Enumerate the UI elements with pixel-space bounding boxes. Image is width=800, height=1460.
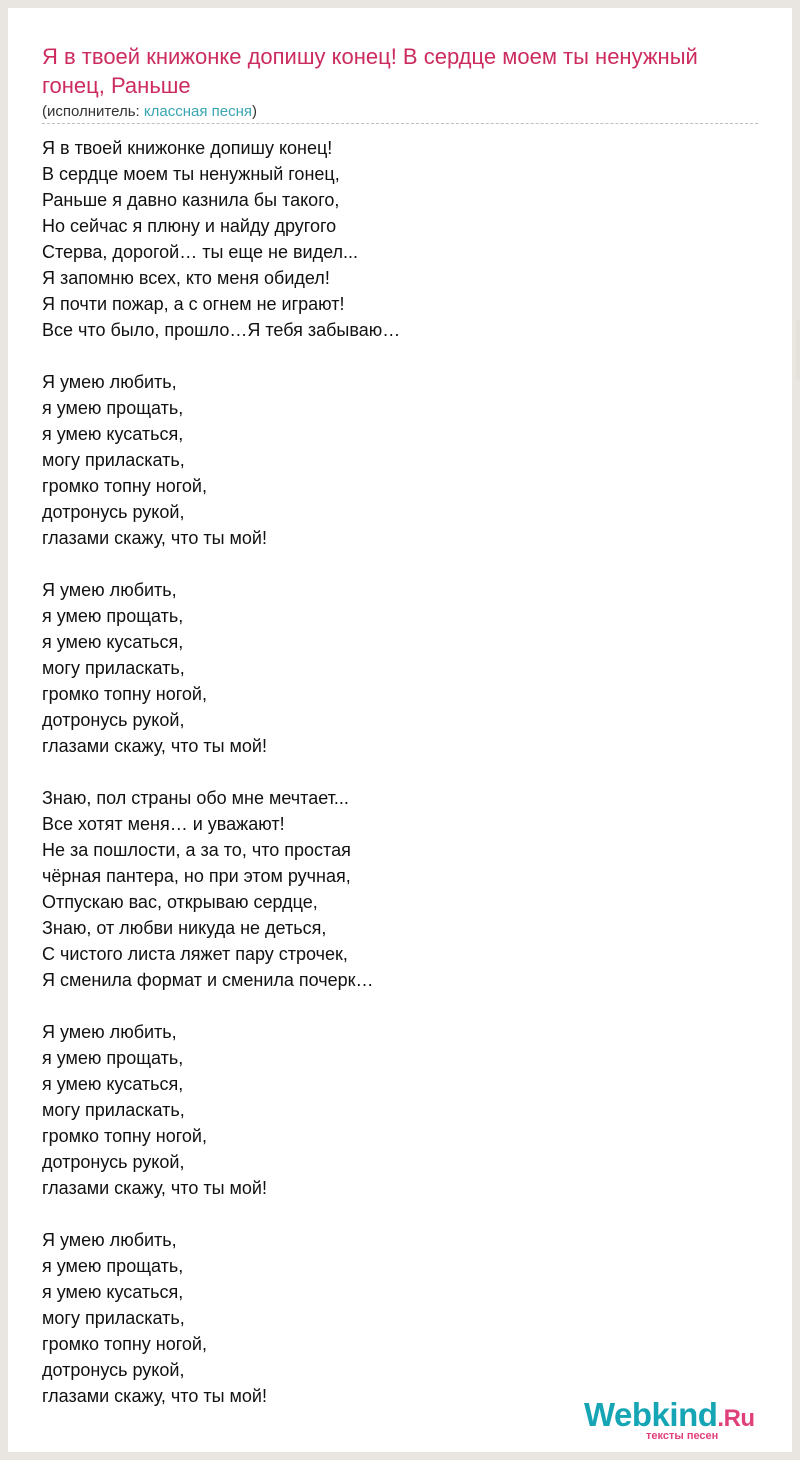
lyrics-line: глазами скажу, что ты мой! (42, 736, 267, 756)
lyrics-line: Я почти пожар, а с огнем не играют! (42, 294, 345, 314)
byline-prefix: (исполнитель: (42, 103, 144, 120)
title-divider (42, 123, 758, 124)
lyrics-stanza (42, 1019, 742, 1201)
byline-suffix: ) (252, 103, 257, 120)
logo-tagline: тексты песен (646, 1430, 719, 1442)
lyrics-line: Я в твоей книжонке допишу конец! (42, 138, 333, 158)
lyrics-line: могу приласкать, (42, 450, 185, 470)
lyrics-line: громко топну ногой, (42, 1126, 207, 1146)
lyrics-line: я умею прощать, (42, 398, 184, 418)
lyrics-line: Я умею любить, (42, 1022, 177, 1042)
lyrics-line: могу приласкать, (42, 658, 185, 678)
lyrics-line: дотронусь рукой, (42, 502, 185, 522)
lyrics-line: Все что было, прошло…Я тебя забываю… (42, 320, 401, 340)
page-edge-shadow (796, 320, 800, 380)
lyrics-line: Я запомню всех, кто меня обидел! (42, 268, 330, 288)
lyrics-line: я умею кусаться, (42, 1282, 184, 1302)
lyrics-line: дотронусь рукой, (42, 710, 185, 730)
lyrics-line: Отпускаю вас, открываю сердце, (42, 892, 318, 912)
lyrics-line: Стерва, дорогой… ты еще не видел... (42, 242, 359, 262)
logo-name: Webkind (584, 1396, 718, 1433)
lyrics-stanza (42, 577, 742, 759)
lyrics-line: глазами скажу, что ты мой! (42, 528, 267, 548)
lyrics-line: Но сейчас я плюну и найду другого (42, 216, 337, 236)
lyrics-line: могу приласкать, (42, 1100, 185, 1120)
lyrics-line: я умею кусаться, (42, 1074, 184, 1094)
lyrics-line: Раньше я давно казнила бы такого, (42, 190, 340, 210)
lyrics-line: глазами скажу, что ты мой! (42, 1178, 267, 1198)
lyrics-line: могу приласкать, (42, 1308, 185, 1328)
lyrics-line: С чистого листа ляжет пару строчек, (42, 944, 348, 964)
lyrics-line: дотронусь рукой, (42, 1360, 185, 1380)
artist-link[interactable]: классная песня (143, 103, 252, 120)
lyrics-line: я умею кусаться, (42, 632, 184, 652)
artist-byline (42, 102, 257, 122)
lyrics-line: я умею прощать, (42, 1048, 184, 1068)
lyrics-line: В сердце моем ты ненужный гонец, (42, 164, 340, 184)
lyrics-line: громко топну ногой, (42, 684, 207, 704)
lyrics-line: Все хотят меня… и уважают! (42, 814, 285, 834)
lyrics-line: громко топну ногой, (42, 476, 207, 496)
lyrics-line: глазами скажу, что ты мой! (42, 1386, 267, 1406)
lyrics-line: Знаю, пол страны обо мне мечтает... (42, 788, 349, 808)
lyrics-line: Я умею любить, (42, 580, 177, 600)
lyrics-line: я умею прощать, (42, 606, 184, 626)
lyrics-line: Я сменила формат и сменила почерк… (42, 970, 374, 990)
lyrics-page (8, 8, 792, 1452)
lyrics-line: громко топну ногой, (42, 1334, 207, 1354)
lyrics-stanza (42, 135, 742, 343)
webkind-logo[interactable] (584, 1396, 784, 1442)
lyrics-line: Знаю, от любви никуда не деться, (42, 918, 327, 938)
lyrics-body (42, 135, 742, 1435)
lyrics-stanza (42, 369, 742, 551)
logo-suffix: .Ru (717, 1405, 755, 1432)
lyrics-stanza (42, 1227, 742, 1409)
lyrics-line: дотронусь рукой, (42, 1152, 185, 1172)
lyrics-line: Не за пошлости, а за то, что простая (42, 840, 351, 860)
page-title: Я в твоей книжонке допишу конец! В сердце моем ты ненужный гонец, Раньше (42, 44, 698, 98)
lyrics-line: Я умею любить, (42, 372, 177, 392)
lyrics-line: я умею прощать, (42, 1256, 184, 1276)
lyrics-line: Я умею любить, (42, 1230, 177, 1250)
lyrics-line: я умею кусаться, (42, 424, 184, 444)
lyrics-stanza (42, 785, 742, 993)
lyrics-line: чёрная пантера, но при этом ручная, (42, 866, 351, 886)
